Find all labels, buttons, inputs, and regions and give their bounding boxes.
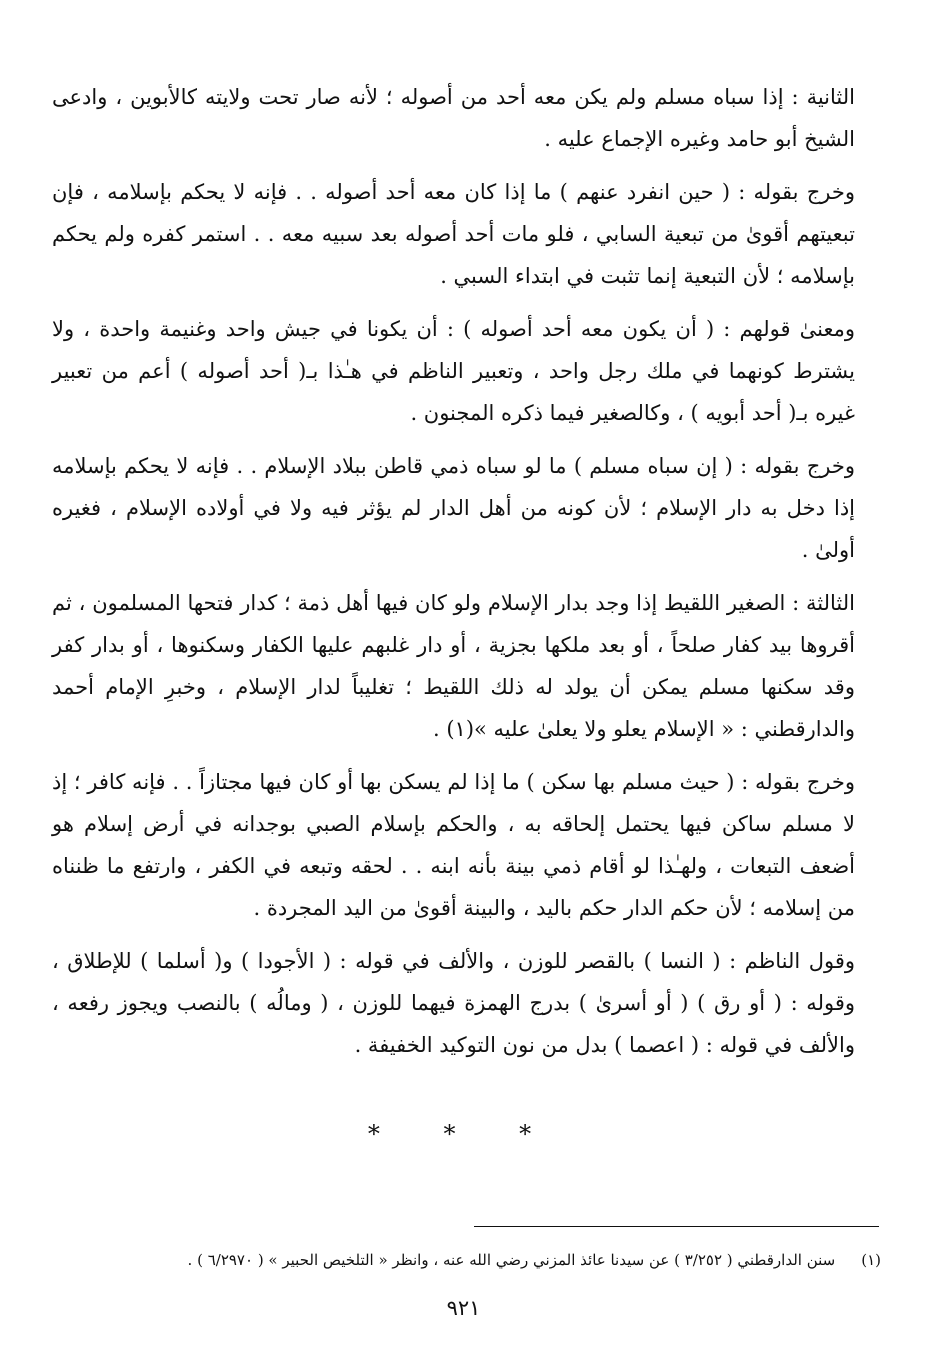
footnote-rule bbox=[474, 1226, 879, 1227]
footnote-text: سنن الدارقطني ( ٣/٢٥٢ ) عن سيدنا عائذ المزني رضي الله عنه ، وانظر « التلخيص الحبير » ( ٦/٢٩٧٠ ) . bbox=[187, 1251, 836, 1269]
paragraph-dhimmi-captor: وخرج بقوله : ( إن سباه مسلم ) ما لو سباه ذمي قاطن ببلاد الإسلام . . فإنه لا يحكم بإسلامه إذا دخل به دار الإسلام ؛ لأن كونه من أهل الدار لم يؤثر فيه ولا في أولاده الإسلام ، فغيره أولىٰ . bbox=[52, 454, 855, 562]
main-text bbox=[52, 76, 855, 1077]
paragraph-foundling: الثالثة : الصغير اللقيط إذا وجد بدار الإسلام ولو كان فيها أهل ذمة ؛ كدار فتحها المسلمون ، ثم أقروها بيد كفار صلحاً ، أو بعد ملكها بجزية ، أو دار غلبهم عليها الكفار وسكنوها ، أو بدار كفر وقد سكنها مسلم يمكن أن يولد له ذلك اللقيط ؛ تغليباً لدار الإسلام ، وخبرِ الإمام أحمد والدارقطني : « الإسلام يعلو ولا يعلىٰ عليه »(١) . bbox=[52, 591, 855, 741]
page-number: ٩٢١ bbox=[446, 1296, 481, 1320]
paragraph-poet-wording: وقول الناظم : ( النسا ) بالقصر للوزن ، والألف في قوله : ( الأجودا ) و( أسلما ) للإطلاق ، وقوله : ( أو رق ) ( أو أسرىٰ ) بدرج الهمزة فيهما للوزن ، ( ومالُه ) بالنصب ويجوز رفعه ، والألف في قوله : ( اعصما ) بدل من نون التوكيد الخفيفة . bbox=[52, 949, 855, 1057]
footnote-marker: (١) bbox=[861, 1251, 881, 1269]
section-separator: * * * bbox=[367, 1120, 560, 1148]
paragraph-separation-exception: وخرج بقوله : ( حين انفرد عنهم ) ما إذا كان معه أحد أصوله . . فإنه لا يحكم بإسلامه ، فإن تبعيتهم أقوىٰ من تبعية السابي ، فلو مات أحد أصوله بعد سبيه معه . . استمر كفره ولم يحكم بإسلامه ؛ لأن التبعية إنما تثبت في ابتداء السبي . bbox=[52, 180, 856, 288]
paragraph-third-case-part2: الثانية : إذا سباه مسلم ولم يكن معه أحد من أصوله ؛ لأنه صار تحت ولايته كالأبوين ، وادعى الشيخ أبو حامد وغيره الإجماع عليه . bbox=[52, 85, 855, 151]
footnote bbox=[52, 1248, 881, 1272]
paragraph-meaning-of-origins: ومعنىٰ قولهم : ( أن يكون معه أحد أصوله ) : أن يكونا في جيش واحد وغنيمة واحدة ، ولا يشترط كونهما في ملك رجل واحد ، وتعبير الناظم في هـٰذا بـ( أحد أصوله ) أعم من تعبير غيره بـ( أحد أبويه ) ، وكالصغير فيما ذكره المجنون . bbox=[52, 317, 855, 425]
paragraph-residence-exception: وخرج بقوله : ( حيث مسلم بها سكن ) ما إذا لم يسكن بها أو كان فيها مجتازاً . . فإنه كافر ؛ إذ لا مسلم ساكن فيها يحتمل إلحاقه به ، والحكم بإسلام الصبي بوجدانه في أرض إسلام هو أضعف التبعات ، ولهـٰذا لو أقام ذمي بينة بأنه ابنه . . لحقه وتبعه في الكفر ، وارتفع ما ظنناه من إسلامه ؛ لأن حكم الدار حكم باليد ، والبينة أقوىٰ من اليد المجردة . bbox=[52, 770, 855, 920]
